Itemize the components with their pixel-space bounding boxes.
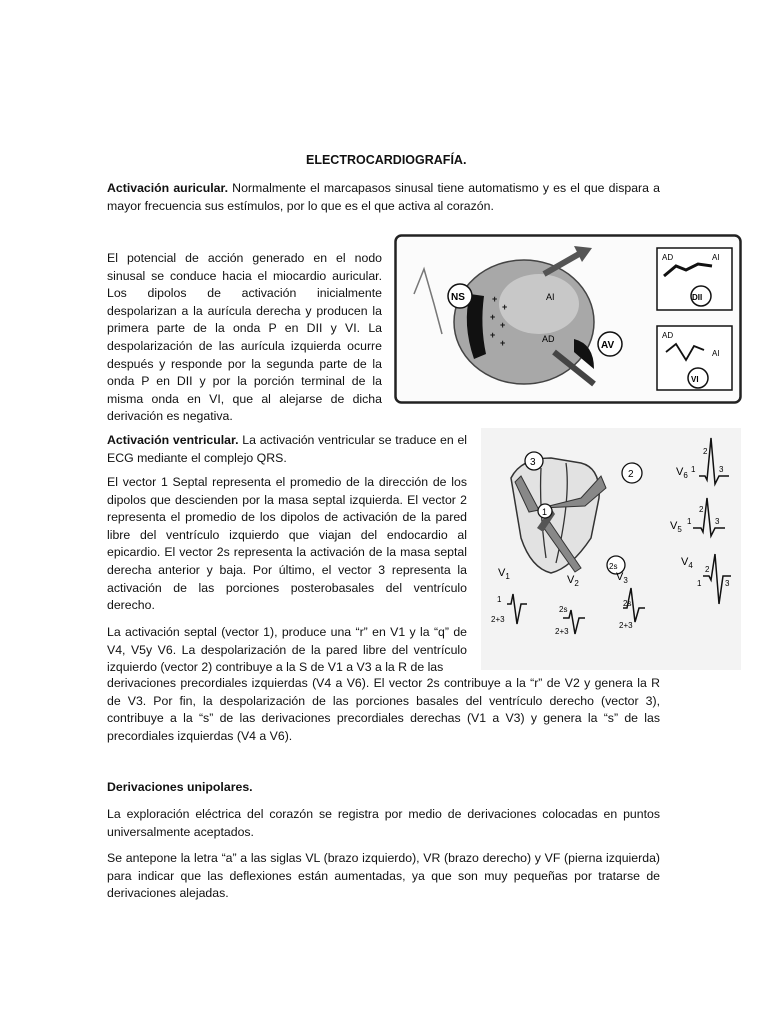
svg-text:+: +	[502, 302, 508, 312]
ventricular-intro	[107, 432, 467, 467]
v6-label-2: 2	[703, 447, 708, 456]
ventricular-vectors: El vector 1 Septal representa el promedio de la dirección de los dipolos que descienden por la masa septal izquierda. El vector 2 representa el promedio de los dipolos de activación de la pared libre del ventrículo izquierdo que viajan del endocardio al epicardio. El vector 2s representa la activación de la masa septal derecha anterior y baja. Por último, el vector 3 representa la activación de las porciones posterobasales del ventrículo derecho.	[107, 475, 467, 613]
v5-label-1: 1	[687, 517, 692, 526]
unipolar-p1: La exploración eléctrica del corazón se registra por medio de derivaciones colocadas en puntos universalmente aceptados.	[107, 807, 660, 839]
v4-label-3: 3	[725, 579, 730, 588]
v3-label-2s: 2s	[623, 599, 632, 608]
av-label: AV	[601, 340, 615, 351]
ns-label: NS	[451, 292, 465, 303]
vector-2s-label: 2s	[609, 562, 618, 571]
vector-3-label: 3	[530, 457, 536, 468]
vi-box-ai: AI	[712, 349, 720, 358]
dii-label: DII	[692, 293, 703, 302]
v4-label-1: 1	[697, 579, 702, 588]
v1-label-1: 1	[497, 595, 502, 604]
lead-v4: $V_4$	[681, 556, 693, 570]
page-title: ELECTROCARDIOGRAFÍA.	[306, 153, 467, 167]
svg-text:+: +	[500, 320, 506, 330]
figure-background	[481, 428, 741, 670]
v6-label-1: 1	[691, 465, 696, 474]
lead-v2: $V_2$	[567, 574, 579, 588]
atrium-highlight	[499, 274, 579, 334]
atrial-body: El potencial de acción generado en el nodo sinusal se conduce hacia el miocardio auricular. Los dipolos de activación inicialmente despolarizan a la aurícula derecha y producen la primera parte de la onda P en DII y VI. La despolarización de las aurícula izquierda ocurre después y responde por la segunda parte de la onda P en DII y por la porción terminal de la misma onda en VI, que al alejarse de dicha derivación es negativa.	[107, 251, 382, 424]
v2-label-2s: 2s	[559, 605, 568, 614]
atrial-intro-text: Normalmente el marcapasos sinusal tiene automatismo y es el que dispara a mayor frecuencia sus estímulos, por lo que es el que activa al corazón.	[107, 181, 660, 213]
unipolar-heading-text: Derivaciones unipolares.	[107, 780, 253, 794]
unipolar-p2: Se antepone la letra “a” a las siglas VL (brazo izquierdo), VR (brazo derecho) y VF (pierna izquierda) para indicar que las deflexiones están aumentadas, ya que son muy pequeñas por tratarse de derivaciones alejadas.	[107, 851, 660, 901]
dii-box-ai: AI	[712, 253, 720, 262]
v5-label-3: 3	[715, 517, 720, 526]
vector-1-label: 1	[542, 507, 548, 517]
v1-label-23: 2+3	[491, 615, 505, 624]
atrial-intro	[107, 180, 660, 215]
v3-label-23: 2+3	[619, 621, 633, 630]
septal-activation-b: derivaciones precordiales izquierdas (V4 a V6). El vector 2s contribuye a la “r” de V2 y genera la R de V3. Por fin, la despolarización de las porciones basales del ventrículo derecho (vector 3), contribuye a la “s” de las derivaciones precordiales derechas (V1 a V3) y genera la “s” de las precordiales izquierdas (V4 a V6).	[107, 676, 660, 743]
unipolar-heading	[107, 779, 660, 797]
vi-box-ad: AD	[662, 331, 674, 340]
v2-label-23: 2+3	[555, 627, 569, 636]
septal-activation-a: La activación septal (vector 1), produce una “r” en V1 y la “q” de V4, V5y V6. La despolarización de la pared libre del ventrículo izquierdo (vector 2) contribuye a la S de V1 a V3 a la R de las	[107, 625, 467, 675]
v4-label-2: 2	[705, 565, 710, 574]
v6-label-3: 3	[719, 465, 724, 474]
ventricular-activation-figure	[481, 428, 741, 670]
lead-v3: $V_3$	[616, 571, 628, 585]
lead-v1: $V_1$	[498, 567, 510, 581]
vi-label: VI	[691, 375, 699, 384]
ad-label: AD	[542, 334, 555, 344]
svg-text:+: +	[492, 294, 498, 304]
svg-text:+: +	[500, 338, 506, 348]
svg-text:+: +	[490, 312, 496, 322]
lead-v5: $V_5$	[670, 520, 682, 534]
vector-2-label: 2	[628, 469, 634, 480]
svg-text:+: +	[490, 330, 496, 340]
ventricular-intro-text: La activación ventricular se traduce en el ECG mediante el complejo QRS.	[107, 433, 468, 465]
lead-v6: $V_6$	[676, 466, 688, 480]
ventricular-heading: Activación ventricular.	[107, 433, 239, 447]
dii-box-ad: AD	[662, 253, 674, 262]
v5-label-2: 2	[699, 505, 704, 514]
atrial-heading: Activación auricular.	[107, 181, 229, 195]
atrial-activation-figure	[394, 234, 742, 404]
ai-label: AI	[546, 292, 555, 302]
